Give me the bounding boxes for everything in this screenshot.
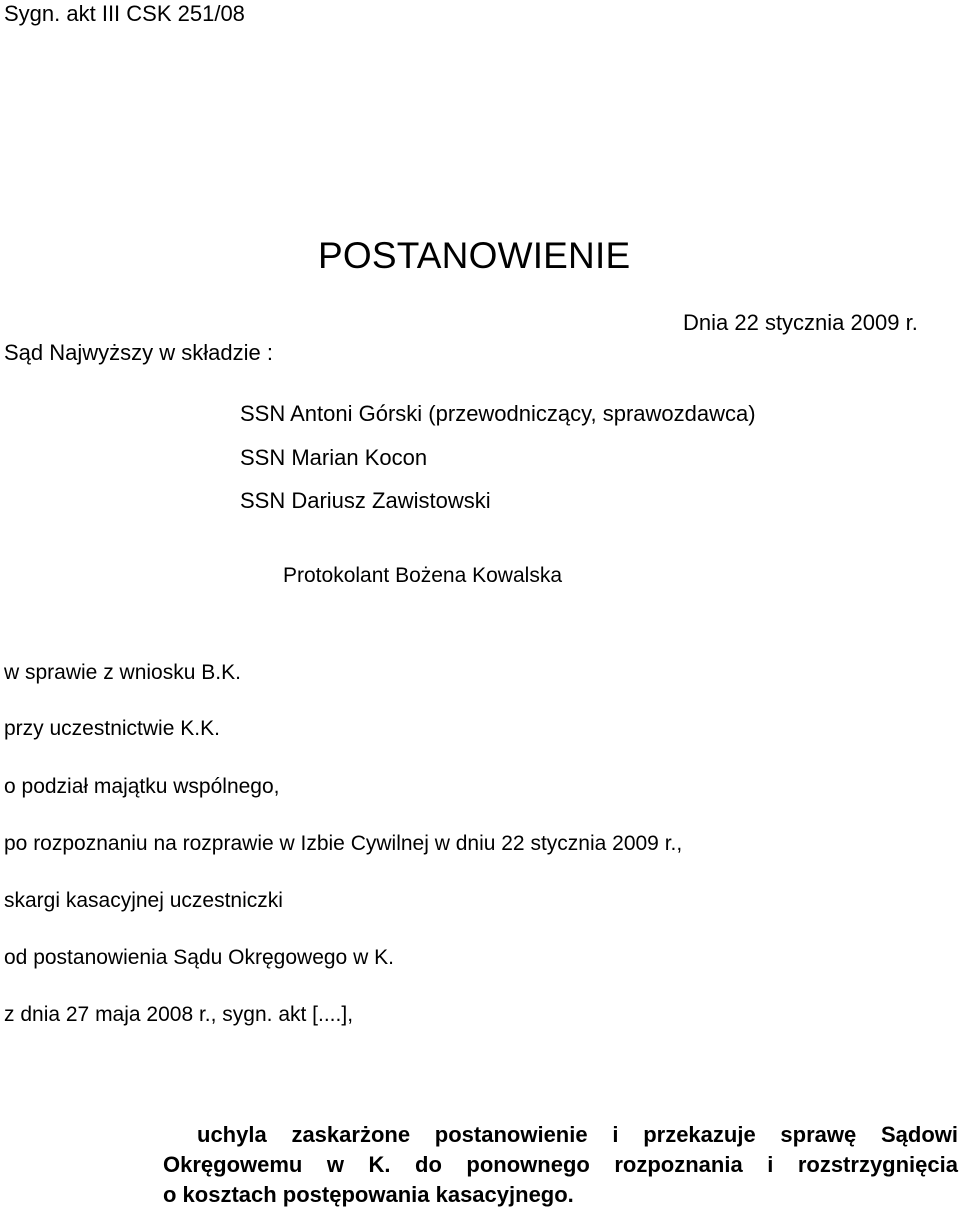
- case-detail-line: o podział majątku wspólnego,: [4, 775, 280, 798]
- case-detail-line: przy uczestnictwie K.K.: [4, 717, 220, 740]
- judge-presiding: SSN Antoni Górski (przewodniczący, sprawozdawca): [240, 401, 756, 426]
- judge-member: SSN Dariusz Zawistowski: [240, 488, 491, 513]
- court-composition-label: Sąd Najwyższy w składzie :: [4, 340, 273, 365]
- case-detail-line: po rozpoznaniu na rozprawie w Izbie Cywilnej w dniu 22 stycznia 2009 r.,: [4, 832, 683, 855]
- ruling-date: Dnia 22 stycznia 2009 r.: [683, 310, 918, 335]
- case-detail-line: z dnia 27 maja 2008 r., sygn. akt [....],: [4, 1003, 354, 1026]
- case-detail-line: od postanowienia Sądu Okręgowego w K.: [4, 946, 394, 969]
- document-title: POSTANOWIENIE: [318, 235, 631, 276]
- case-detail-line: w sprawie z wniosku B.K.: [4, 661, 241, 684]
- case-number: Sygn. akt III CSK 251/08: [4, 1, 245, 26]
- judge-member: SSN Marian Kocon: [240, 445, 428, 470]
- clerk-line: Protokolant Bożena Kowalska: [283, 564, 562, 587]
- sentence-line: Okręgowemu w K. do ponownego rozpoznania i rozstrzygnięcia: [163, 1152, 958, 1177]
- ruling-sentence: [163, 1120, 958, 1210]
- case-detail-line: skargi kasacyjnej uczestniczki: [4, 889, 283, 912]
- sentence-line: o kosztach postępowania kasacyjnego.: [163, 1182, 574, 1207]
- sentence-line: uchyla zaskarżone postanowienie i przekazuje sprawę Sądowi: [197, 1122, 958, 1147]
